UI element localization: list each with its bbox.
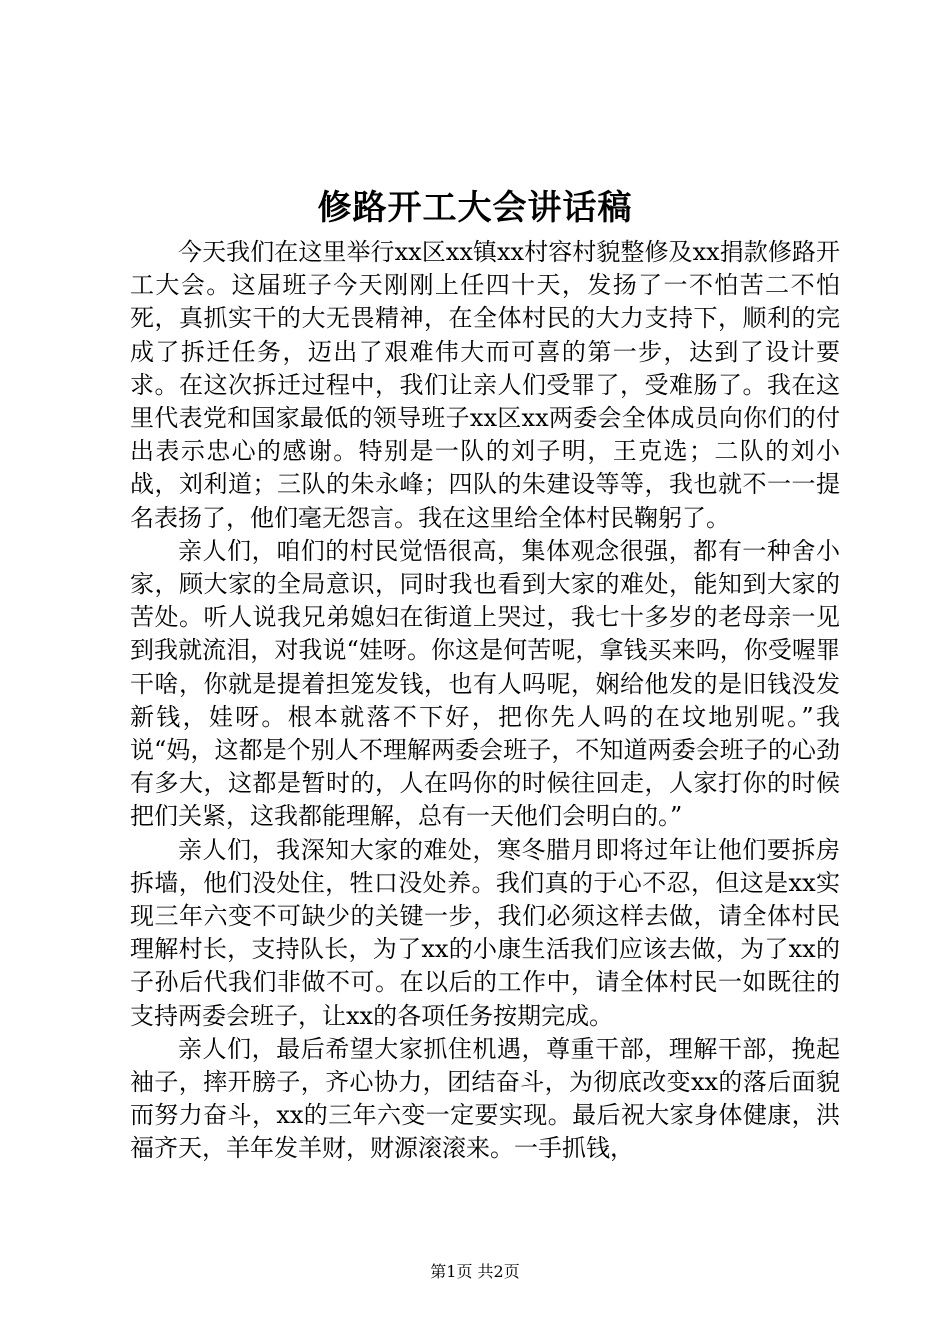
document-body	[130, 236, 840, 1166]
paragraph-2: 亲人们，咱们的村民觉悟很高，集体观念很强，都有一种舍小家，顾大家的全局意识，同时我也看到大家的难处，能知到大家的苦处。听人说我兄弟媳妇在街道上哭过，我七十多岁的老母亲一见到我就流泪，对我说“娃呀。你这是何苦呢，拿钱买来吗，你受喔罪干啥，你就是提着担笼发钱，也有人吗呢，娴给他发的是旧钱没发新钱，娃呀。根本就落不下好，把你先人吗的在坟地别呢。”我说“妈，这都是个别人不理解两委会班子，不知道两委会班子的心劲有多大，这都是暂时的，人在吗你的时候往回走，人家打你的时候把们关紧，这我都能理解，总有一天他们会明白的。”	[130, 536, 840, 831]
page-number-footer: 第1页 共2页	[430, 1262, 520, 1281]
paragraph-4: 亲人们，最后希望大家抓住机遇，尊重干部，理解干部，挽起袖子，摔开膀子，齐心协力，团结奋斗，为彻底改变xx的落后面貌而努力奋斗，xx的三年六变一定要实现。最后祝大家身体健康，洪福齐天，羊年发羊财，财源滚滚来。一手抓钱，	[130, 1034, 840, 1163]
paragraph-1: 今天我们在这里举行xx区xx镇xx村容村貌整修及xx捐款修路开工大会。这届班子今天刚刚上任四十天，发扬了一不怕苦二不怕死，真抓实干的大无畏精神，在全体村民的大力支持下，顺利的完成了拆迁任务，迈出了艰难伟大而可喜的第一步，达到了设计要求。在这次拆迁过程中，我们让亲人们受罪了，受难肠了。我在这里代表党和国家最低的领导班子xx区xx两委会全体成员向你们的付出表示忠心的感谢。特别是一队的刘子明，王克选；二队的刘小战，刘利道；三队的朱永峰；四队的朱建设等等，我也就不一一提名表扬了，他们毫无怨言。我在这里给全体村民鞠躬了。	[130, 238, 840, 532]
paragraph-3: 亲人们，我深知大家的难处，寒冬腊月即将过年让他们要拆房拆墙，他们没处住，牲口没处养。我们真的于心不忍，但这是xx实现三年六变不可缺少的关键一步，我们必须这样去做，请全体村民理解村长，支持队长，为了xx的小康生活我们应该去做，为了xx的子孙后代我们非做不可。在以后的工作中，请全体村民一如既往的支持两委会班子，让xx的各项任务按期完成。	[130, 835, 840, 1030]
document-title: 修路开工大会讲话稿	[317, 188, 633, 228]
